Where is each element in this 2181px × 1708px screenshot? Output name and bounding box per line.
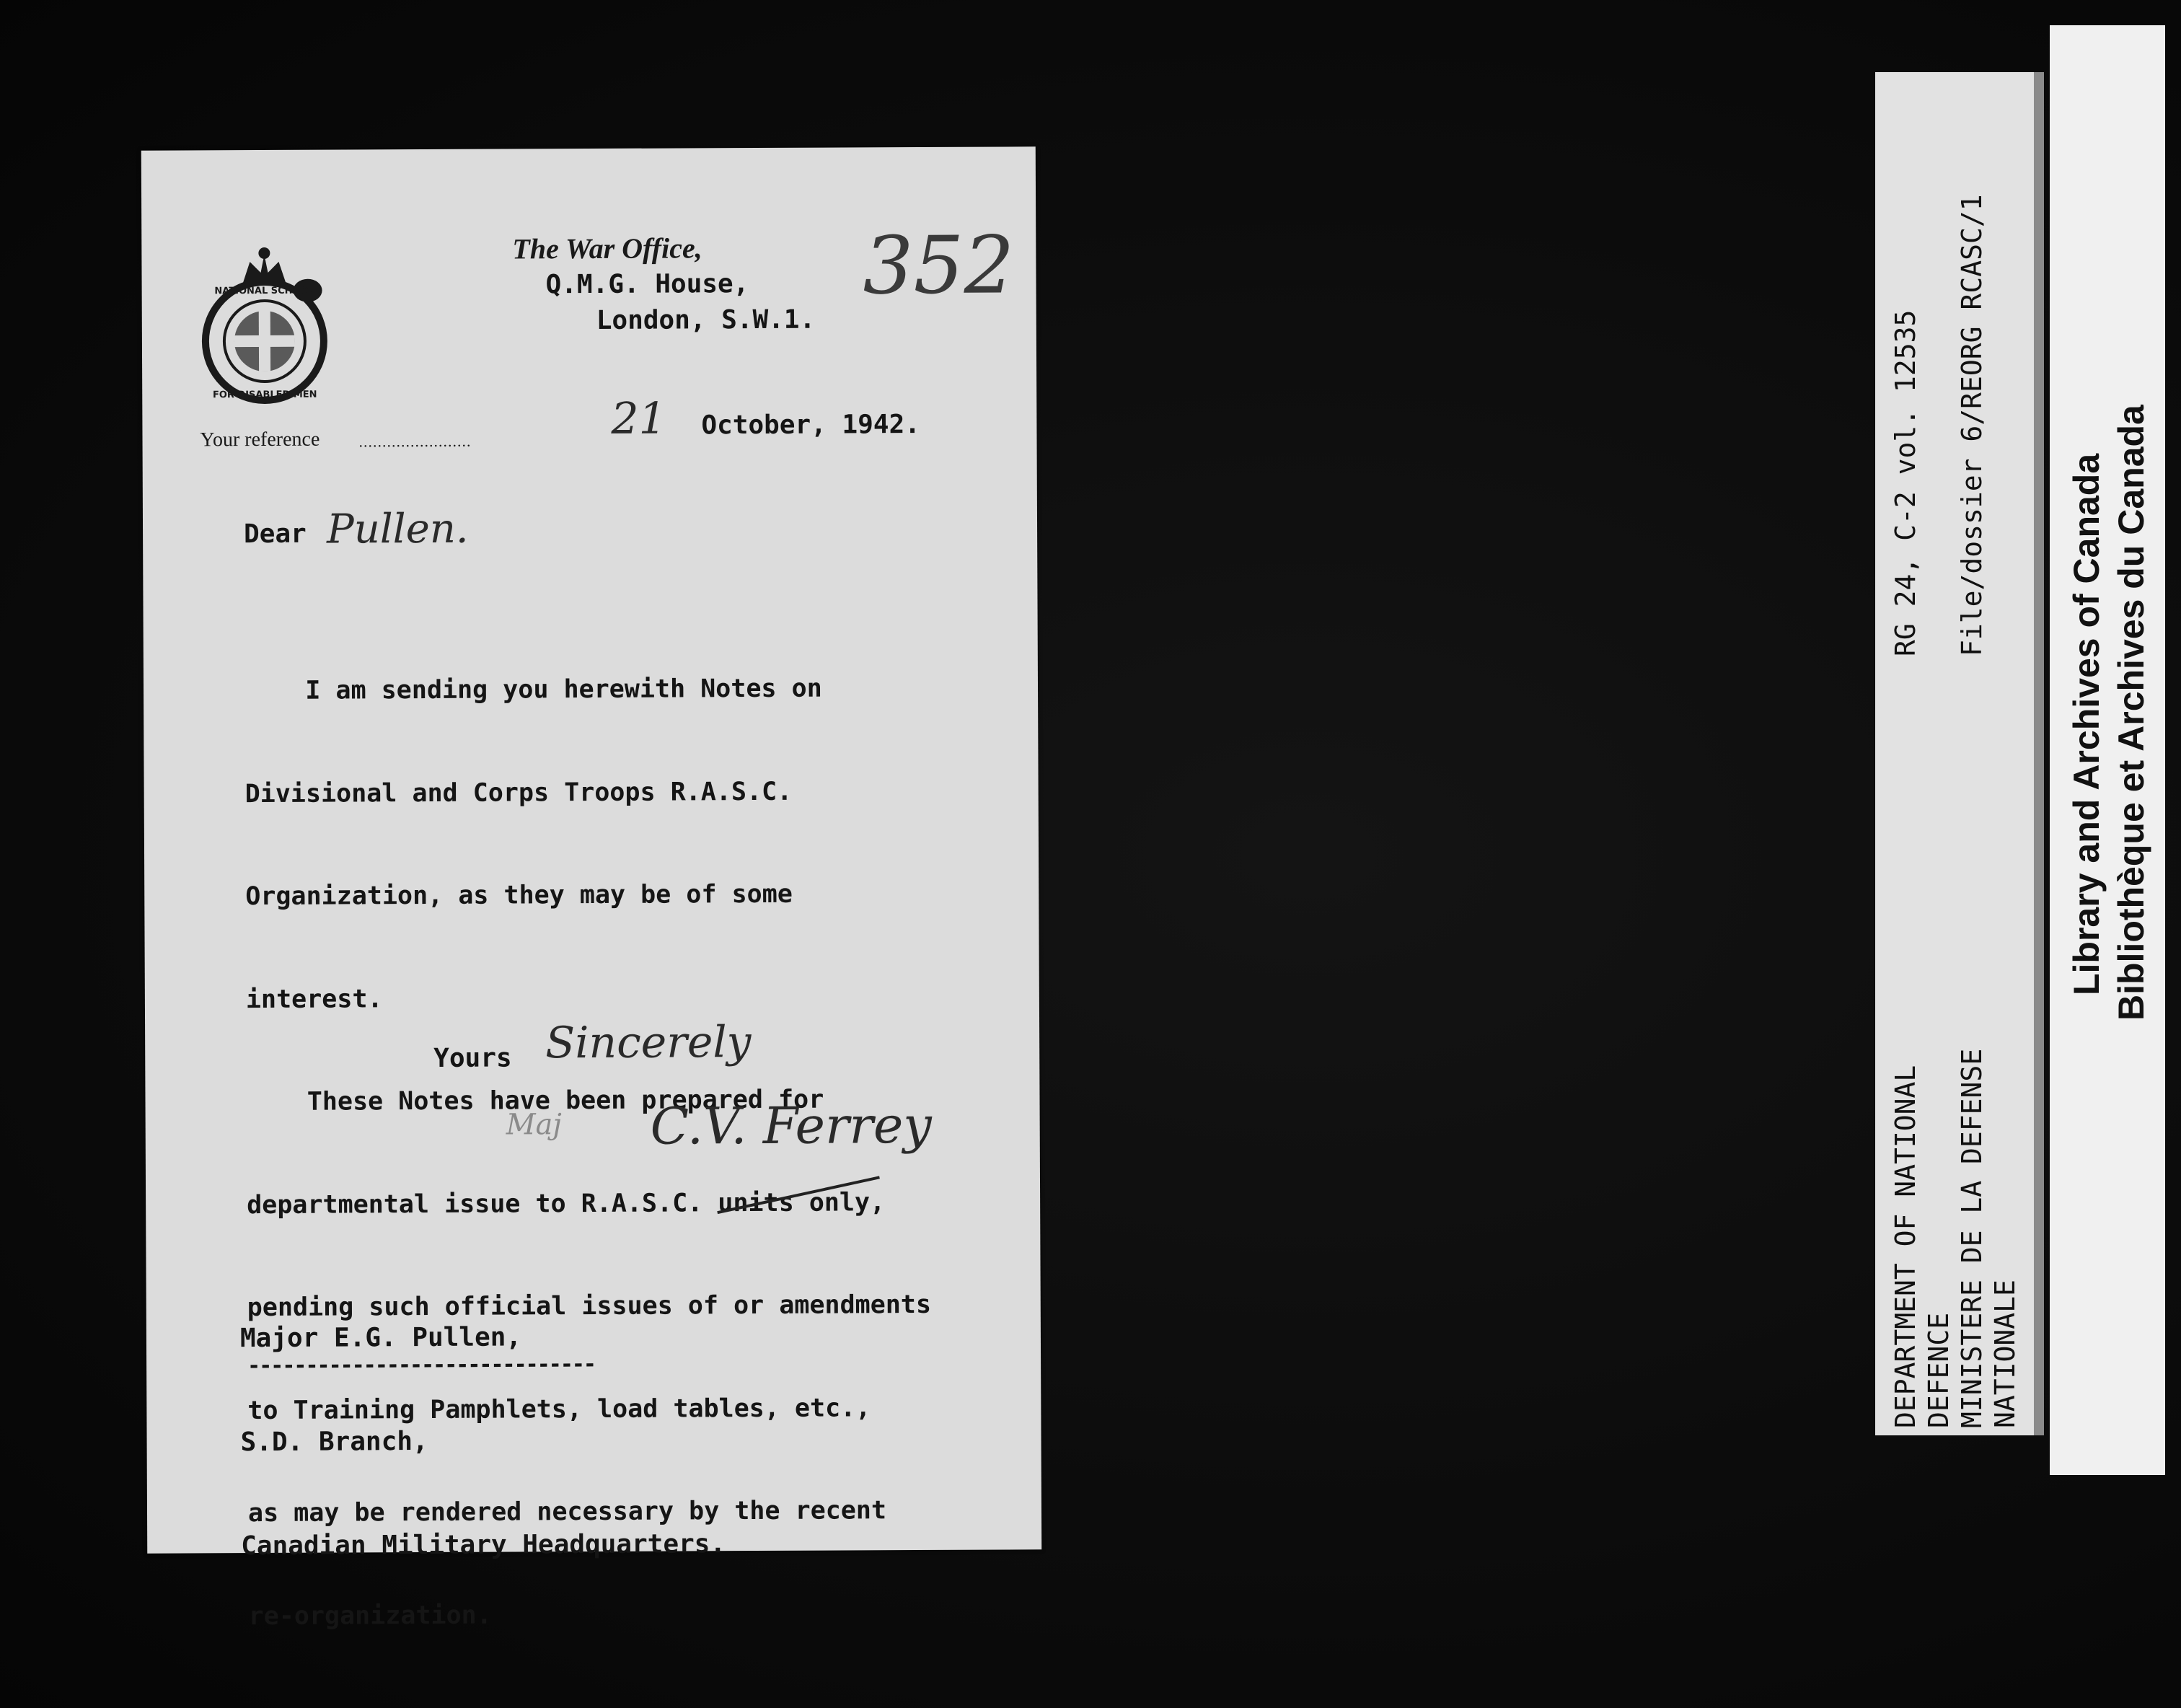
salutation-typed: Dear bbox=[243, 519, 307, 550]
recipient-line: Major E.G. Pullen, bbox=[239, 1322, 522, 1354]
body-line: These Notes have been prepared for bbox=[246, 1085, 824, 1117]
body-line: pending such official issues of or amendments bbox=[247, 1290, 932, 1323]
label-shadow bbox=[2034, 72, 2044, 1435]
pencil-initials: Maj bbox=[506, 1108, 562, 1142]
emblem-text-top: NATIONAL SCHOOL bbox=[214, 285, 314, 297]
recipient-line: S.D. Branch, bbox=[240, 1426, 428, 1458]
rg-reference: RG 24, C-2 vol. 12535 bbox=[1890, 309, 1921, 656]
body-line: re-organization. bbox=[248, 1601, 492, 1631]
recipient-underline: ------------------------------ bbox=[247, 1351, 596, 1379]
emblem-text-bottom: FOR DISABLED MEN bbox=[212, 389, 317, 401]
body-line: interest. bbox=[245, 984, 383, 1014]
recipient-line: Canadian Military Headquarters. bbox=[241, 1529, 726, 1562]
folio-number: 352 bbox=[863, 219, 1015, 312]
body-line: departmental issue to R.A.S.C. units only, bbox=[247, 1187, 886, 1220]
lac-line-english: Library and Archives of Canada bbox=[2066, 453, 2107, 995]
dept-line-2: DEFENCE bbox=[1923, 1312, 1955, 1428]
body-line: Divisional and Corps Troops R.A.S.C. bbox=[244, 777, 793, 809]
closing-handwritten: Sincerely bbox=[545, 1017, 752, 1069]
dept-line-3: MINISTERE DE LA DEFENSE bbox=[1956, 1048, 1988, 1428]
lac-label bbox=[2050, 25, 2165, 1475]
recipient-block bbox=[239, 1250, 726, 1633]
body-line: I am sending you herewith Notes on bbox=[244, 674, 822, 706]
letterhead-title: The War Office, bbox=[512, 232, 702, 265]
date-typed: October, 1942. bbox=[701, 410, 920, 441]
dept-line-1: DEPARTMENT OF NATIONAL bbox=[1890, 1065, 1921, 1428]
signature: C.V. Ferrey bbox=[650, 1095, 933, 1156]
lac-line-french: Bibliothèque et Archives du Canada bbox=[2111, 405, 2151, 1021]
salutation-handwritten: Pullen. bbox=[326, 505, 469, 553]
body-line: as may be rendered necessary by the recent bbox=[247, 1496, 887, 1528]
reference-dots: ........................ bbox=[358, 431, 472, 451]
body-line: Organization, as they may be of some bbox=[245, 879, 793, 912]
closing-typed: Yours bbox=[433, 1043, 512, 1073]
file-reference: File/dossier 6/REORG RCASC/1 bbox=[1956, 194, 1988, 656]
date-handwritten: 21 bbox=[611, 393, 666, 444]
archive-reference-label bbox=[1875, 72, 2043, 1435]
dept-line-4: NATIONALE bbox=[1989, 1280, 2021, 1428]
address-line-1: Q.M.G. House, bbox=[545, 269, 749, 300]
letter-page bbox=[141, 146, 1041, 1631]
address-line-2: London, S.W.1. bbox=[596, 304, 816, 335]
body-line: to Training Pamphlets, load tables, etc., bbox=[247, 1393, 871, 1425]
reference-label: Your reference bbox=[200, 428, 320, 452]
national-school-emblem bbox=[192, 233, 337, 407]
